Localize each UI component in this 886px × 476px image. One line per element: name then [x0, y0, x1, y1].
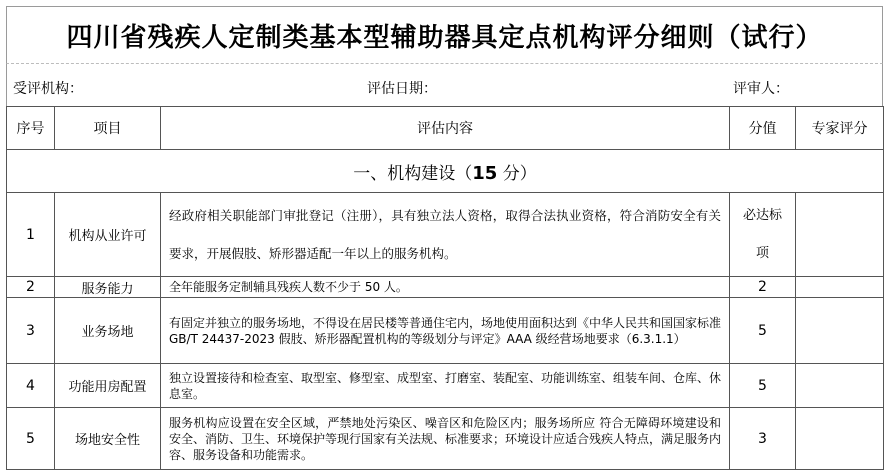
expert-score-cell[interactable]: [796, 298, 884, 364]
table-row: [7, 193, 884, 277]
row-item: 功能用房配置: [55, 364, 161, 408]
section-row: [7, 150, 884, 193]
header-item: 项目: [55, 107, 161, 150]
row-num: 4: [7, 364, 55, 408]
institution-label: 受评机构：: [13, 81, 83, 97]
header-num: 序号: [7, 107, 55, 150]
section-suffix: 分）: [497, 163, 537, 184]
must-pass-line1: 必达标: [742, 207, 782, 223]
row-item: 场地安全性: [55, 408, 161, 470]
reviewer-label: 评审人：: [733, 81, 789, 97]
header-expert: 专家评分: [796, 107, 884, 150]
row-score: 2: [730, 277, 796, 298]
section-prefix: 一、机构建设（: [353, 163, 473, 184]
expert-score-cell[interactable]: [796, 364, 884, 408]
date-label: 评估日期：: [367, 81, 437, 97]
row-item: 业务场地: [55, 298, 161, 364]
row-score: 5: [730, 364, 796, 408]
row-num: 5: [7, 408, 55, 470]
row-item: 机构从业许可: [55, 193, 161, 277]
table-row: [7, 298, 884, 364]
section-points: 15: [472, 162, 498, 184]
expert-score-cell[interactable]: [796, 193, 884, 277]
header-score: 分值: [730, 107, 796, 150]
table-row: [7, 364, 884, 408]
row-num: 1: [7, 193, 55, 277]
row-content: 独立设置接待和检查室、取型室、修型室、成型室、打磨室、装配室、功能训练室、组装车间、仓库、休息室。: [161, 364, 730, 408]
row-score: 3: [730, 408, 796, 470]
row-score: 5: [730, 298, 796, 364]
must-pass-line2: 项: [755, 245, 769, 261]
row-content: 服务机构应设置在安全区域，严禁地处污染区、噪音区和危险区内；服务场所应 符合无障碍环境建设和安全、消防、卫生、环境保护等现行国家有关法规、标准要求；环境设计应适合残疾人特点，满足服务内容、服务设备和功能需求。: [161, 408, 730, 470]
row-content: 有固定并独立的服务场地，不得设在居民楼等普通住宅内，场地使用面积达到《中华人民共和国国家标准 GB/T 24437-2023 假肢、矫形器配置机构的等级划分与评定》AAA 级经营场地要求（6.3.1.1）: [161, 298, 730, 364]
row-score: [730, 193, 796, 277]
table-row: [7, 277, 884, 298]
expert-score-cell[interactable]: [796, 408, 884, 470]
expert-score-cell[interactable]: [796, 277, 884, 298]
row-num: 2: [7, 277, 55, 298]
row-item: 服务能力: [55, 277, 161, 298]
document-title: 四川省残疾人定制类基本型辅助器具定点机构评分细则（试行）: [6, 6, 883, 63]
section-title: [7, 150, 884, 193]
meta-row: [6, 63, 883, 107]
row-content: 经政府相关职能部门审批登记（注册），具有独立法人资格，取得合法执业资格，符合消防安全有关要求，开展假肢、矫形器适配一年以上的服务机构。: [161, 193, 730, 277]
table-row: [7, 408, 884, 470]
row-num: 3: [7, 298, 55, 364]
scoring-table: [6, 106, 884, 470]
header-content: 评估内容: [161, 107, 730, 150]
header-row: [7, 107, 884, 150]
row-content: 全年能服务定制辅具残疾人数不少于 50 人。: [161, 277, 730, 298]
